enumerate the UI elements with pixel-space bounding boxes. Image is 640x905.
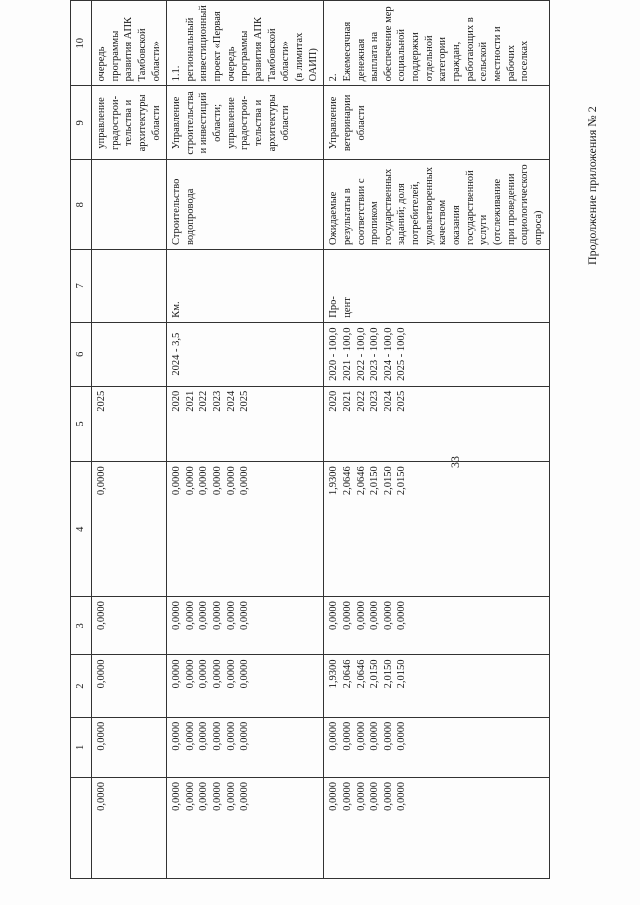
cell-year: 2020 2021 2022 2023 2024 2025	[167, 386, 324, 462]
header-cell: 8	[71, 160, 92, 250]
header-cell: 1	[71, 717, 92, 777]
header-cell	[71, 778, 92, 879]
cell-indicator	[92, 160, 167, 250]
cell-name: очередь программы развития АПК Тамбовской области»	[92, 1, 167, 86]
cell-target: 2020 - 100,0 2021 - 100,0 2022 - 100,0 2023 - 100,0 2024 - 100,0 2025 - 100,0	[324, 322, 549, 386]
cell-unit: Км.	[167, 250, 324, 323]
cell-col6: 0,0000	[92, 462, 167, 597]
cell-col8: 1,9300 2,0646 2,0646 2,0150 2,0150 2,0150	[324, 655, 549, 717]
cell-target: 2024 - 3,5	[167, 322, 324, 386]
cell-year: 2025	[92, 386, 167, 462]
header-row	[71, 1, 92, 879]
header-cell: 10	[71, 1, 92, 86]
program-table	[70, 0, 550, 879]
cell-col10: 0,0000 0,0000 0,0000 0,0000 0,0000 0,0000	[167, 778, 324, 879]
cell-year: 2020 2021 2022 2023 2024 2025	[324, 386, 549, 462]
cell-indicator: Строительство водопровода	[167, 160, 324, 250]
table-row	[92, 1, 167, 879]
cell-col6: 0,0000 0,0000 0,0000 0,0000 0,0000 0,0000	[167, 462, 324, 597]
header-cell: 9	[71, 86, 92, 160]
table-row	[167, 1, 324, 879]
cell-col7: 0,0000	[92, 597, 167, 655]
cell-name: 2. Ежемесячная денежная выплата на обеспечение мер социальной поддержки отдельной категории граждан, работающих в сельской местности и рабочих поселках	[324, 1, 549, 86]
cell-col8: 0,0000	[92, 655, 167, 717]
cell-col7: 0,0000 0,0000 0,0000 0,0000 0,0000 0,0000	[167, 597, 324, 655]
cell-col9: 0,0000 0,0000 0,0000 0,0000 0,0000 0,0000	[167, 717, 324, 777]
cell-col10: 0,0000 0,0000 0,0000 0,0000 0,0000 0,0000	[324, 778, 549, 879]
header-cell: 7	[71, 250, 92, 323]
cell-col6: 1,9300 2,0646 2,0646 2,0150 2,0150 2,0150	[324, 462, 549, 597]
cell-executor: управление градострои- тельства и архитектуры области	[92, 86, 167, 160]
header-cell: 4	[71, 462, 92, 597]
cell-col9: 0,0000	[92, 717, 167, 777]
cell-executor: Управление ветеринарии области	[324, 86, 549, 160]
cell-target	[92, 322, 167, 386]
cell-col7: 0,0000 0,0000 0,0000 0,0000 0,0000 0,0000	[324, 597, 549, 655]
header-cell: 6	[71, 322, 92, 386]
cell-col9: 0,0000 0,0000 0,0000 0,0000 0,0000 0,0000	[324, 717, 549, 777]
header-cell: 3	[71, 597, 92, 655]
cell-col10: 0,0000	[92, 778, 167, 879]
header-cell: 2	[71, 655, 92, 717]
cell-unit: Про- цент	[324, 250, 549, 323]
cell-indicator: Ожидаемые результаты в соответствии с пропиком государственных заданий; доля потребителей, удовлетворенных качеством оказания государственной услуги (отслеживание при проведении социологического опроса)	[324, 160, 549, 250]
cell-unit	[92, 250, 167, 323]
cell-name: 1.1. региональный инвестиционный проект «Первая очередь программы развития АПК Тамбовской области» (в лимитах ОАИП)	[167, 1, 324, 86]
table-row	[324, 1, 549, 879]
appendix-label: Продолжение приложения № 2	[585, 106, 599, 265]
page-number: 33	[448, 456, 462, 468]
header-cell: 5	[71, 386, 92, 462]
cell-executor: Управление строительства и инвестиций области; управление градострои- тельства и архитектуры области	[167, 86, 324, 160]
cell-col8: 0,0000 0,0000 0,0000 0,0000 0,0000 0,0000	[167, 655, 324, 717]
